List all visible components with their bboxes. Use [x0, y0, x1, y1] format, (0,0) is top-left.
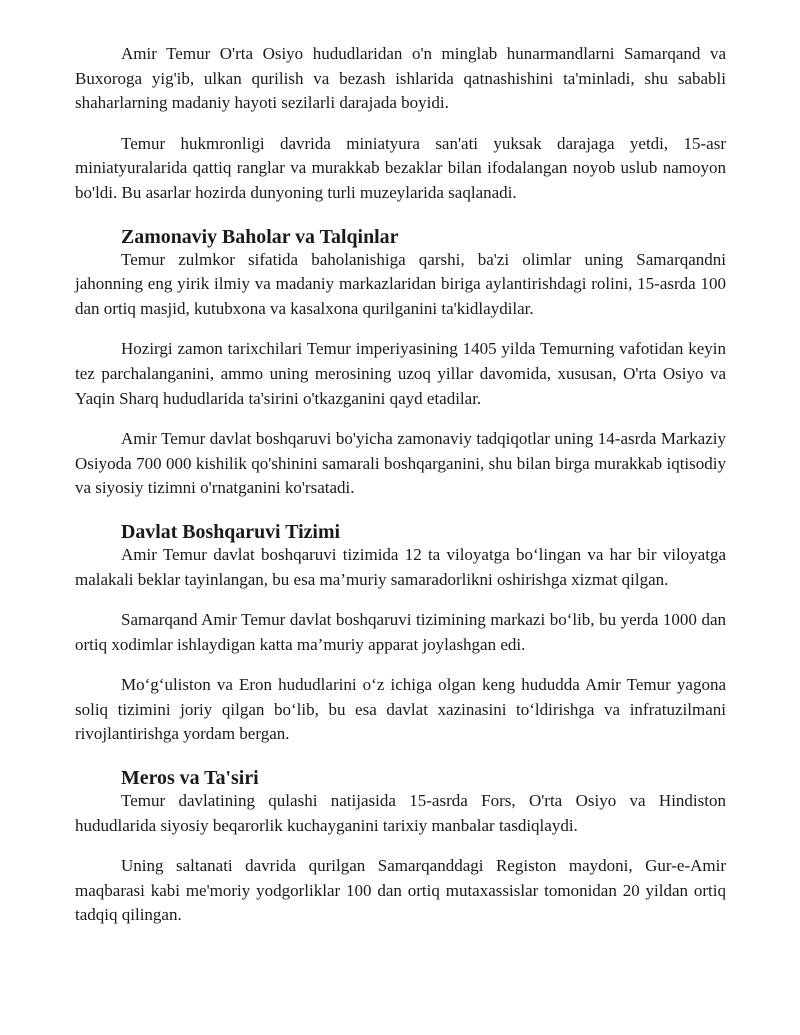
section-heading: Meros va Ta'siri: [121, 767, 259, 790]
section-heading: Zamonaviy Baholar va Talqinlar: [121, 225, 399, 248]
document-page: [75, 42, 726, 928]
paragraph: Samarqand Amir Temur davlat boshqaruvi tizimining markazi bo‘lib, bu yerda 1000 dan ortiq xodimlar ishlaydigan katta ma’muriy apparat joylashgan edi.: [75, 610, 726, 654]
paragraph: Amir Temur davlat boshqaruvi tizimida 12 ta viloyatga bo‘lingan va har bir viloyatga malakali beklar tayinlangan, bu esa ma’muriy samaradorlikni oshirishga xizmat qilgan.: [75, 544, 726, 589]
section-heading: Davlat Boshqaruvi Tizimi: [121, 520, 341, 543]
paragraph: Temur davlatining qulashi natijasida 15-asrda Fors, O'rta Osiyo va Hindiston hududlarida siyosiy beqarorlik kuchayganini tarixiy manbalar tasdiqlaydi.: [75, 791, 726, 835]
paragraph: Hozirgi zamon tarixchilari Temur imperiyasining 1405 yilda Temurning vafotidan keyin tez parchalanganini, ammo uning merosining uzoq yillar davomida, xususan, O'rta Osiyo va Yaqin Sharq hududlarida ta'sirini o'tkazganini qayd etadilar.: [75, 339, 726, 408]
paragraph: Uning saltanati davrida qurilgan Samarqanddagi Registon maydoni, Gur-e-Amir maqbarasi kabi me'moriy yodgorliklar 100 dan ortiq mutaxassislar tomonidan 20 yildan ortiq tadqiq qilingan.: [75, 856, 726, 925]
paragraph: Temur zulmkor sifatida baholanishiga qarshi, ba'zi olimlar uning Samarqandni jahonning eng yirik ilmiy va madaniy markazlaridan biriga aylantirishdagi rolini, 15-asrda 100 dan ortiq masjid, kutubxona va kasalxona qurilganini ta'kidlaydilar.: [75, 249, 726, 318]
paragraph: Amir Temur O'rta Osiyo hududlaridan o'n minglab hunarmandlarni Samarqand va Buxoroga yig'ib, ulkan qurilish va bezash ishlarida qatnashishini ta'minladi, shu sababli shaharlarning madaniy hayoti sezilarli darajada boyidi.: [75, 44, 726, 113]
paragraph: Temur hukmronligi davrida miniatyura san'ati yuksak darajaga yetdi, 15-asr miniatyuralarida qattiq ranglar va murakkab bezaklar bilan ifodalangan noyob uslub namoyon bo'ldi. Bu asarlar hozirda dunyoning turli muzeylarida saqlanadi.: [75, 133, 726, 202]
paragraph: Amir Temur davlat boshqaruvi bo'yicha zamonaviy tadqiqotlar uning 14-asrda Markaziy Osiyoda 700 000 kishilik qo'shinini samarali boshqarganini, shu bilan birga murakkab iqtisodiy va siyosiy tizimni o'rnatganini ko'rsatadi.: [75, 429, 726, 498]
paragraph: Mo‘g‘uliston va Eron hududlarini o‘z ichiga olgan keng hududda Amir Temur yagona soliq tizimini joriy qilgan bo‘lib, bu esa davlat xazinasini to‘ldirishga va infratuzilmani rivojlantirishga yordam bergan.: [75, 675, 726, 744]
